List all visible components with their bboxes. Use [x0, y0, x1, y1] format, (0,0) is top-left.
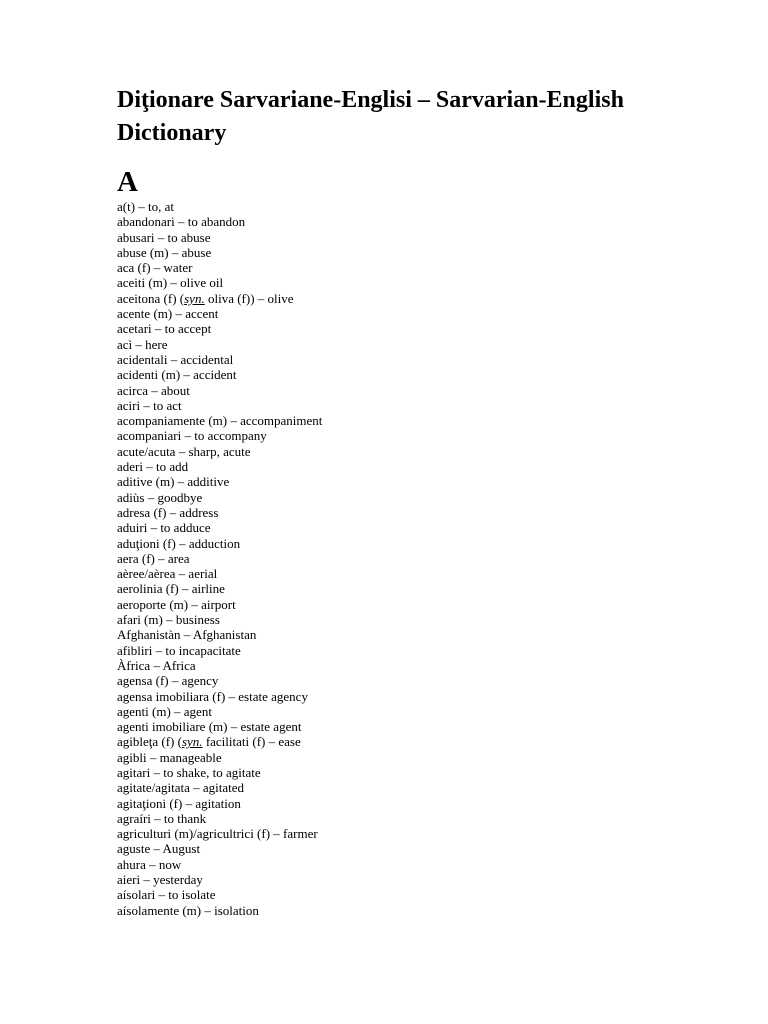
- dictionary-entry: acente (m) – accent: [117, 306, 219, 322]
- dictionary-entry: a(t) – to, at: [117, 199, 175, 214]
- synonym-marker: syn.: [181, 734, 203, 750]
- dictionary-entry: acidenti (m) – accident: [117, 367, 237, 383]
- dictionary-entry: acompaniamente (m) – accompaniment: [117, 413, 323, 429]
- dictionary-entry: aduţioni (f) – adduction: [117, 535, 241, 551]
- dictionary-entry: acetari – to accept: [117, 321, 212, 337]
- dictionary-entry: agitaţioni (f) – agitation: [117, 795, 241, 811]
- dictionary-entry: aca (f) – water: [117, 260, 193, 276]
- dictionary-entry: aderi – to add: [117, 459, 189, 475]
- dictionary-entry: adresa (f) – address: [117, 504, 219, 520]
- dictionary-entry: agraíri – to thank: [117, 810, 207, 826]
- dictionary-entry: acute/acuta – sharp, acute: [117, 443, 251, 459]
- dictionary-entry: acì – here: [117, 336, 168, 352]
- dictionary-entry: aera (f) – area: [117, 550, 190, 566]
- dictionary-entry: afibliri – to incapacitate: [117, 642, 241, 658]
- synonym-marker: syn.: [184, 290, 205, 306]
- dictionary-entry: agenti imobiliare (m) – estate agent: [117, 719, 302, 735]
- dictionary-page: [117, 84, 717, 918]
- dictionary-entry: ahura – now: [117, 856, 182, 872]
- dictionary-entry: aieri – yesterday: [117, 872, 203, 888]
- dictionary-entry: agitate/agitata – agitated: [117, 780, 245, 796]
- dictionary-entry: aísolari – to isolate: [117, 887, 216, 903]
- entry-text: oliva (f)) – olive: [204, 290, 294, 306]
- entry-list: [117, 199, 717, 918]
- dictionary-entry: [117, 734, 717, 749]
- dictionary-entry: acidentali – accidental: [117, 351, 234, 367]
- dictionary-entry: Afghanistàn – Afghanistan: [117, 627, 257, 643]
- dictionary-entry: agensa (f) – agency: [117, 673, 219, 689]
- dictionary-entry: aguste – August: [117, 841, 201, 857]
- dictionary-entry: aceiti (m) – olive oil: [117, 275, 224, 291]
- dictionary-entry: aeroporte (m) – airport: [117, 596, 236, 612]
- document-title: Diţionare Sarvariane-Englisi – Sarvarian-English Dictionary: [117, 87, 624, 146]
- dictionary-entry: acirca – about: [117, 382, 190, 398]
- dictionary-entry: abuse (m) – abuse: [117, 244, 212, 260]
- dictionary-entry: aciri – to act: [117, 397, 182, 413]
- dictionary-entry: agibli – manageable: [117, 749, 222, 765]
- dictionary-entry: aerolinia (f) – airline: [117, 581, 225, 597]
- dictionary-entry: abusari – to abuse: [117, 229, 211, 245]
- dictionary-entry: aduiri – to adduce: [117, 520, 211, 536]
- entry-text: agibleţa (f) (: [117, 734, 182, 750]
- dictionary-entry: abandonari – to abandon: [117, 214, 246, 230]
- dictionary-entry: agenti (m) – agent: [117, 703, 212, 719]
- dictionary-entry: acompaniari – to accompany: [117, 428, 267, 444]
- entry-text: facilitati (f) – ease: [202, 734, 301, 750]
- dictionary-entry: Àfrica – Africa: [117, 657, 196, 673]
- dictionary-entry: aditive (m) – additive: [117, 474, 230, 490]
- dictionary-entry: agensa imobiliara (f) – estate agency: [117, 688, 308, 704]
- section-heading: A: [117, 166, 138, 198]
- dictionary-entry: aísolamente (m) – isolation: [117, 902, 259, 918]
- dictionary-entry: agitari – to shake, to agitate: [117, 764, 261, 780]
- dictionary-entry: adiùs – goodbye: [117, 489, 203, 505]
- entry-text: aceitona (f) (: [117, 290, 185, 306]
- dictionary-entry: aèree/aèrea – aerial: [117, 566, 218, 582]
- dictionary-entry: [117, 291, 717, 306]
- dictionary-entry: afari (m) – business: [117, 612, 220, 628]
- dictionary-entry: agriculturi (m)/agricultrici (f) – farmer: [117, 826, 318, 842]
